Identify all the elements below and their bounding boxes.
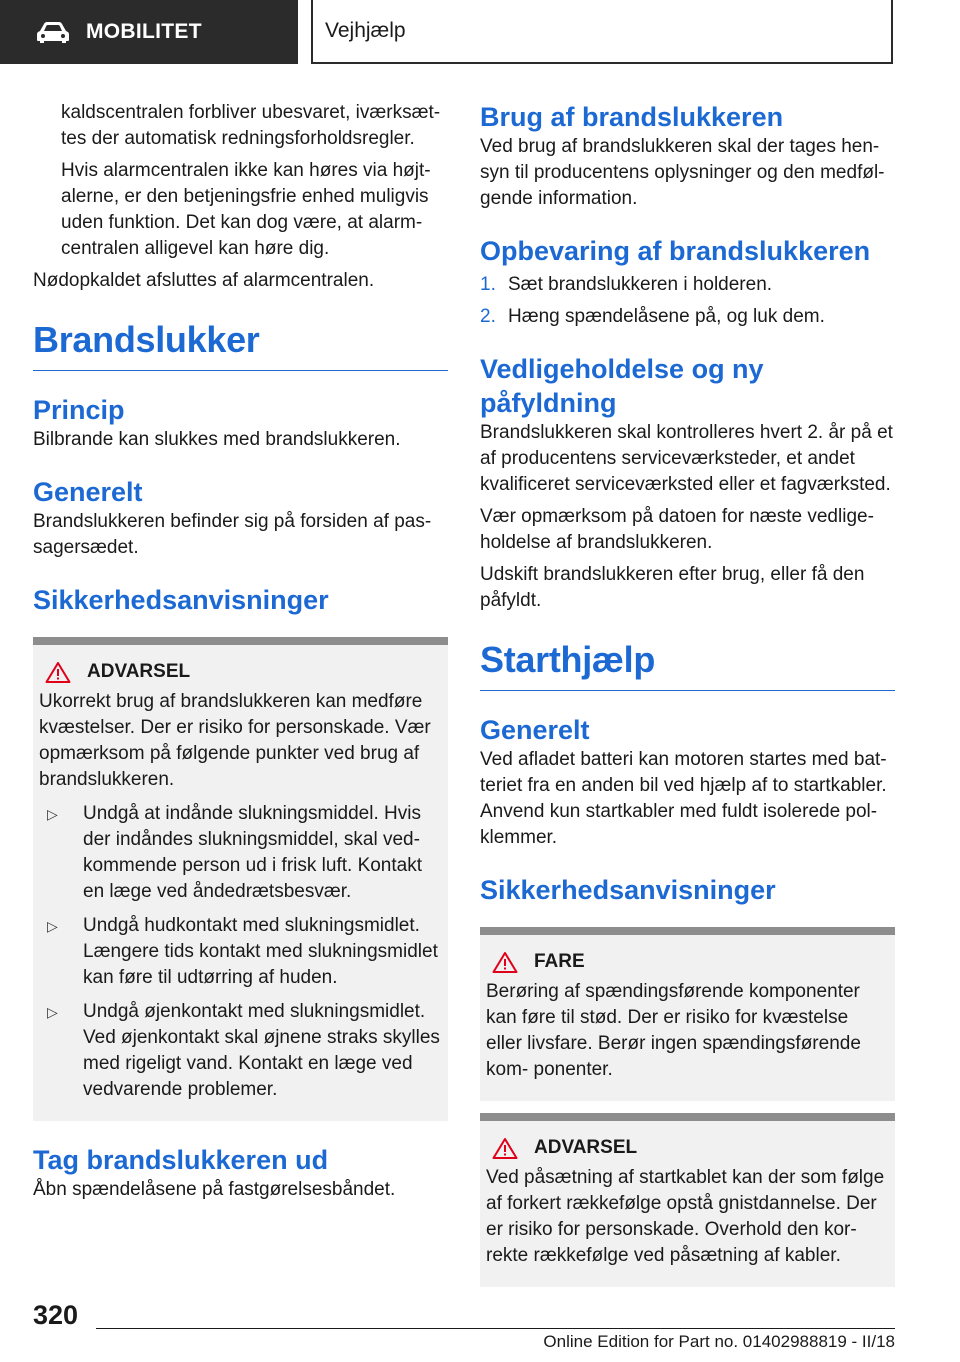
paragraph: Ved afladet batteri kan motoren startes med bat‐ teriet fra en anden bil ved hjælp af to startkabler. Anvend kun startkabler med fuldt isolerede pol‐ klemmer. [480, 749, 887, 848]
list-item [39, 913, 440, 991]
paragraph: Åbn spændelåsene på fastgørelsesbåndet. [33, 1179, 396, 1200]
paragraph: Brandslukkeren skal kontrolleres hvert 2. år på et af producentens serviceværksteder, et andet kvalificeret serviceværksted eller et fagværksted. [480, 422, 893, 495]
step-number: 2. [480, 306, 496, 327]
section-heading: Generelt [33, 477, 143, 507]
car-icon [36, 21, 70, 43]
list-item [480, 304, 895, 330]
paragraph: Nødopkaldet afsluttes af alarmcentralen. [33, 270, 375, 291]
paragraph: Bilbrande kan slukkes med brandslukkeren. [33, 429, 401, 450]
step-number: 1. [480, 274, 496, 295]
chapter-heading: Brandslukker [33, 318, 448, 371]
danger-title: FARE [534, 951, 585, 972]
section-heading: Princip [33, 395, 125, 425]
section-heading: Generelt [480, 715, 590, 745]
list-item [39, 999, 440, 1103]
warning-title: ADVARSEL [87, 661, 191, 682]
section-label: MOBILITET [86, 20, 202, 43]
list-item-text: Undgå hudkontakt med slukningsmidlet. Længere tids kontakt med slukningsmidlet kan føre til udtørring af huden. [83, 915, 438, 988]
chapter-header [311, 0, 893, 64]
paragraph: Brandslukkeren befinder sig på forsiden af pas‐ sagersædet. [33, 511, 432, 558]
warning-title: ADVARSEL [534, 1137, 638, 1158]
step-text: Sæt brandslukkeren i holderen. [508, 274, 773, 295]
left-column [33, 100, 448, 1203]
section-heading: Brug af brandslukkeren [480, 102, 784, 132]
footer-divider [96, 1328, 895, 1329]
danger-box [480, 927, 895, 1101]
danger-text: Berøring af spændingsførende komponenter kan føre til stød. Der er risiko for kvæstelse eller livsfare. Berør ingen spændingsførende kom‐ ponenter. [486, 981, 861, 1080]
section-heading: Vedligeholdelse og ny påfyldning [480, 354, 764, 418]
list-item [39, 801, 440, 905]
warning-box [33, 637, 448, 1121]
section-heading: Opbevaring af brandslukkeren [480, 236, 871, 266]
bullet-triangle-icon: ▷ [47, 1004, 58, 1020]
edition-note: Online Edition for Part no. 01402988819 - II/18 [543, 1332, 895, 1351]
section-heading: Sikkerhedsanvisninger [480, 875, 776, 905]
list-item-text: Undgå øjenkontakt med slukningsmidlet. Ved øjenkontakt skal øjnene straks skylles med rigeligt vand. Kontakt en læge ved vedvarende problemer. [83, 1001, 440, 1100]
paragraph: Ved brug af brandslukkeren skal der tages hen‐ syn til producentens oplysninger og den medføl‐ gende information. [480, 136, 885, 209]
bullet-triangle-icon: ▷ [47, 806, 58, 822]
paragraph: Hvis alarmcentralen ikke kan høres via højt‐ alerne, er den betjeningsfrie enhed muligvis uden funktion. Det kan dog være, at alarm‐ centralen alligevel kan høre dig. [61, 160, 431, 259]
section-tab [0, 0, 298, 64]
right-column [480, 100, 895, 1287]
warning-triangle-icon [492, 1137, 518, 1159]
warning-text: Ved påsætning af startkablet kan der som følge af forkert rækkefølge opstå gnistdannelse. Der er risiko for personskade. Overhold den kor‐ rekte rækkefølge ved påsætning af kabler. [486, 1167, 885, 1266]
paragraph: Vær opmærksom på datoen for næste vedlige‐ holdelse af brandslukkeren. [480, 506, 874, 553]
warning-box [480, 1113, 895, 1287]
list-item [480, 272, 895, 298]
list-item-text: Undgå at indånde slukningsmiddel. Hvis der indåndes slukningsmiddel, skal ved‐ kommende person ud i frisk luft. Kontakt en læge ved åndedrætsbesvær. [83, 803, 422, 902]
bullet-triangle-icon: ▷ [47, 918, 58, 934]
warning-triangle-icon [492, 951, 518, 973]
section-heading: Tag brandslukkeren ud [33, 1145, 329, 1175]
warning-triangle-icon [45, 661, 71, 683]
page-number: 320 [33, 1300, 79, 1330]
section-heading: Sikkerhedsanvisninger [33, 585, 329, 615]
chapter-heading: Starthjælp [480, 638, 895, 691]
paragraph: Udskift brandslukkeren efter brug, eller få den påfyldt. [480, 564, 865, 611]
chapter-label: Vejhjælp [325, 19, 406, 42]
step-text: Hæng spændelåsene på, og luk dem. [508, 306, 825, 327]
paragraph: kaldscentralen forbliver ubesvaret, iværksæt‐ tes der automatisk redningsforholdsregler. [61, 102, 441, 149]
warning-text: Ukorrekt brug af brandslukkeren kan medføre kvæstelser. Der er risiko for personskade. Vær opmærksom på følgende punkter ved brug af brandslukkeren. [39, 691, 431, 790]
